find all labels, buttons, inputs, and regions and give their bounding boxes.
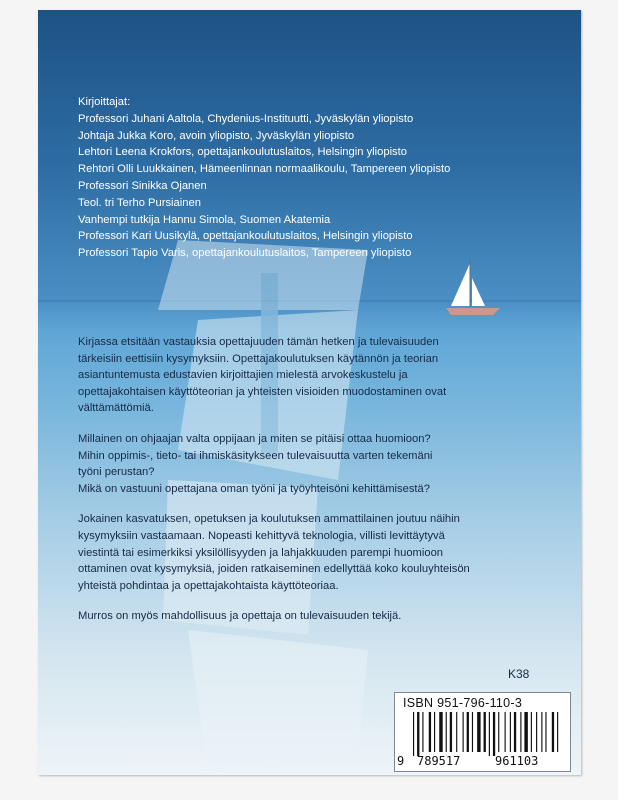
author-line: Lehtori Leena Krokfors, opettajankoulutuslaitos, Helsingin yliopisto	[78, 146, 407, 159]
description-paragraph-1	[78, 334, 548, 417]
author-line: Professori Juhani Aaltola, Chydenius-Instituutti, Jyväskylän yliopisto	[78, 112, 414, 125]
text-line: opettajakohtaisen käyttöteorian ja yhteisten visioiden muodostaminen ovat	[78, 385, 447, 398]
text-line: Jokainen kasvatuksen, opetuksen ja koulutuksen ammattilainen joutuu näihin	[78, 513, 460, 526]
text-line: Kirjassa etsitään vastauksia opettajuuden tämän hetken ja tulevaisuuden	[78, 336, 439, 348]
text-line: välttämättömiä.	[78, 402, 154, 415]
authors-list	[78, 94, 450, 262]
description-paragraph-4	[78, 608, 548, 625]
ean-first-digit: 9	[397, 754, 405, 768]
author-line: Vanhempi tutkija Hannu Simola, Suomen Akatemia	[78, 213, 331, 226]
ean-left-group: 789517	[417, 754, 461, 768]
book-description	[78, 334, 548, 639]
text-line: työni perustan?	[78, 466, 155, 479]
author-line: Professori Tapio Varis, opettajankoulutuslaitos, Tampereen yliopisto	[78, 247, 412, 260]
description-paragraph-3	[78, 511, 548, 594]
text-line: Mikä on vastuuni opettajana oman työni ja työyhteisöni kehittämisestä?	[78, 482, 430, 495]
product-code: K38	[508, 667, 530, 681]
text-line: kysymyksiin vastaamaan. Nopeasti kehittyvä teknologia, villisti levittäytyvä	[78, 529, 445, 542]
text-line: Mihin oppimis-, tieto- tai ihmiskäsitykseen tulevaisuutta varten tekemäni	[78, 449, 433, 462]
isbn-barcode-box	[394, 692, 571, 772]
isbn-label: ISBN 951-796-110-3	[403, 696, 523, 710]
author-line: Professori Kari Uusikylä, opettajankoulutuslaitos, Helsingin yliopisto	[78, 230, 413, 243]
text-line: ottaminen ovat kysymyksiä, joiden ratkaiseminen edellyttää koko kouluyhteisön	[78, 563, 470, 576]
text-line: Millainen on ohjaajan valta oppijaan ja miten se pitäisi ottaa huomioon?	[78, 432, 431, 445]
text-line: yhteistä pohdintaa ja opettajakohtaista käyttöteoriaa.	[78, 579, 339, 592]
text-line: viestintä tai esimerkiksi yksilöllisyyden ja lahjakkuuden parempi huomioon	[78, 546, 444, 559]
text-line: tärkeisiin eettisiin kysymyksiin. Opettajakoulutuksen käytännön ja teorian	[78, 352, 439, 365]
description-paragraph-2	[78, 431, 548, 497]
sailing-boat-icon	[446, 260, 500, 315]
ean-right-group: 961103	[495, 754, 539, 768]
authors-heading: Kirjoittajat:	[78, 96, 131, 108]
author-line: Professori Sinikka Ojanen	[78, 179, 207, 192]
text-line: Murros on myös mahdollisuus ja opettaja on tulevaisuuden tekijä.	[78, 610, 402, 623]
book-back-cover	[38, 10, 581, 775]
author-line: Teol. tri Terho Pursiainen	[78, 196, 201, 209]
author-line: Johtaja Jukka Koro, avoin yliopisto, Jyväskylän yliopisto	[78, 129, 355, 142]
text-line: asiantuntemusta edustavien kirjoittajien mielestä arvokeskustelu ja	[78, 369, 408, 382]
barcode-icon	[401, 712, 564, 756]
author-line: Rehtori Olli Luukkainen, Hämeenlinnan normaalikoulu, Tampereen yliopisto	[78, 163, 451, 176]
